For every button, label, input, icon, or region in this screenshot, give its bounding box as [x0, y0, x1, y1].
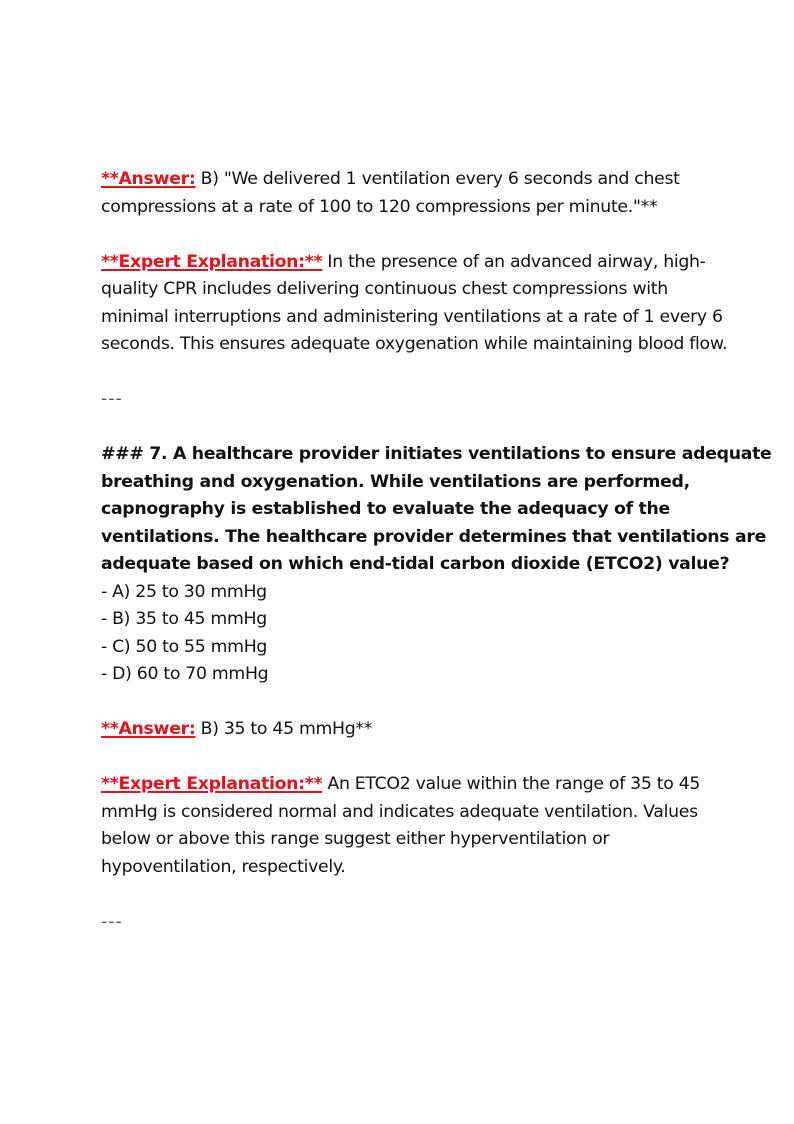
- document-page: [101, 166, 772, 936]
- explanation-line-1: [101, 249, 706, 277]
- explanation-text: In the presence of an advanced airway, high-: [322, 251, 706, 272]
- spacer: [101, 881, 701, 909]
- explanation-line-2: mmHg is considered normal and indicates adequate ventilation. Values: [101, 801, 698, 822]
- answer-text: B) 35 to 45 mmHg**: [195, 719, 373, 739]
- spacer: [101, 359, 701, 387]
- option-d: - D) 60 to 70 mmHg: [101, 664, 269, 684]
- question-line-1: ### 7. A healthcare provider initiates ventilations to ensure adequate: [101, 444, 772, 464]
- explanation-text: An ETCO2 value within the range of 35 to 45: [322, 774, 701, 794]
- spacer: [101, 744, 701, 772]
- explanation-line-4: hypoventilation, respectively.: [101, 856, 346, 877]
- answer-line-1: [101, 166, 701, 194]
- question-line-4: ventilations. The healthcare provider determines that ventilations are: [101, 526, 767, 547]
- answer-line: [101, 716, 701, 744]
- option-a: - A) 25 to 30 mmHg: [101, 581, 267, 602]
- explanation-line-1: [101, 771, 701, 799]
- explanation-label: **Expert Explanation:**: [101, 251, 323, 272]
- option-c: - C) 50 to 55 mmHg: [101, 636, 268, 657]
- explanation-label: **Expert Explanation:**: [101, 774, 323, 794]
- explanation-line-3: below or above this range suggest either hyperventilation or: [101, 829, 610, 849]
- spacer: [101, 221, 701, 249]
- explanation-line-2: quality CPR includes delivering continuous chest compressions with: [101, 279, 668, 299]
- spacer: [101, 689, 701, 717]
- option-b: - B) 35 to 45 mmHg: [101, 609, 267, 629]
- answer-label: **Answer:: [101, 169, 196, 189]
- answer-line-2: compressions at a rate of 100 to 120 compressions per minute."**: [101, 196, 658, 217]
- separator: ---: [101, 911, 123, 932]
- question-line-5: adequate based on which end-tidal carbon dioxide (ETCO2) value?: [101, 554, 730, 574]
- answer-text: B) "We delivered 1 ventilation every 6 seconds and chest: [195, 169, 680, 189]
- answer-label: **Answer:: [101, 719, 196, 739]
- explanation-line-4: seconds. This ensures adequate oxygenation while maintaining blood flow.: [101, 334, 728, 354]
- separator: ---: [101, 389, 123, 409]
- spacer: [101, 414, 701, 442]
- question-line-2: breathing and oxygenation. While ventilations are performed,: [101, 471, 690, 492]
- explanation-line-3: minimal interruptions and administering ventilations at a rate of 1 every 6: [101, 306, 723, 327]
- question-line-3: capnography is established to evaluate the adequacy of the: [101, 499, 670, 519]
